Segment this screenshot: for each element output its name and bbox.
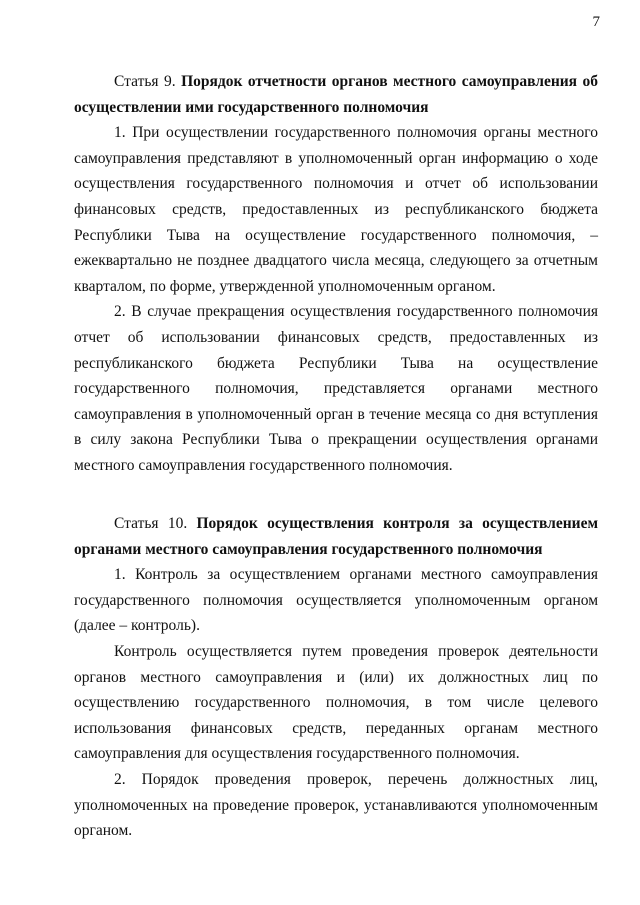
article-9-label: Статья 9. bbox=[114, 73, 176, 90]
article-10 bbox=[74, 511, 598, 844]
article-9-paragraph-1: 1. При осуществлении государственного полномочия органы местного самоуправления представляют в уполномоченный орган информацию о ходе осуществления государственного полномочия и отчет об использовании финансовых средств, предоставленных из республиканского бюджета Республики Тыва на осуществление государственного полномочия, – ежеквартально не позднее двадцатого числа месяца, следующего за отчетным кварталом, по форме, утвержденной уполномоченным органом. bbox=[74, 124, 598, 295]
article-9-title: Порядок отчетности органов местного самоуправления об осуществлении ими государственного полномочия bbox=[74, 73, 599, 116]
article-10-paragraph-1: 1. Контроль за осуществлением органами местного самоуправления государственного полномочия осуществляется уполномоченным органом (далее – контроль). bbox=[74, 566, 598, 635]
article-10-heading bbox=[74, 511, 598, 562]
article-9-paragraph-2: 2. В случае прекращения осуществления государственного полномочия отчет об использовании финансовых средств, предоставленных из республиканского бюджета Республики Тыва на осуществление государственного полномочия, представляется органами местного самоуправления в уполномоченный орган в течение месяца со дня вступления в силу закона Республики Тыва о прекращении осуществления органами местного самоуправления государственного полномочия. bbox=[74, 303, 598, 474]
article-9 bbox=[74, 69, 598, 479]
article-10-label: Статья 10. bbox=[114, 515, 188, 532]
page-number: 7 bbox=[592, 14, 600, 30]
article-9-heading bbox=[74, 69, 598, 120]
article-10-title: Порядок осуществления контроля за осуществлением органами местного самоуправления государственного полномочия bbox=[74, 515, 599, 558]
article-10-paragraph-3: 2. Порядок проведения проверок, перечень должностных лиц, уполномоченных на проведение проверок, устанавливаются уполномоченным органом. bbox=[74, 770, 598, 840]
article-10-paragraph-2: Контроль осуществляется путем проведения проверок деятельности органов местного самоуправления и (или) их должностных лиц по осуществлению государственного полномочия, в том числе целевого использования финансовых средств, переданных органам местного самоуправления для осуществления государственного полномочия. bbox=[74, 642, 598, 763]
